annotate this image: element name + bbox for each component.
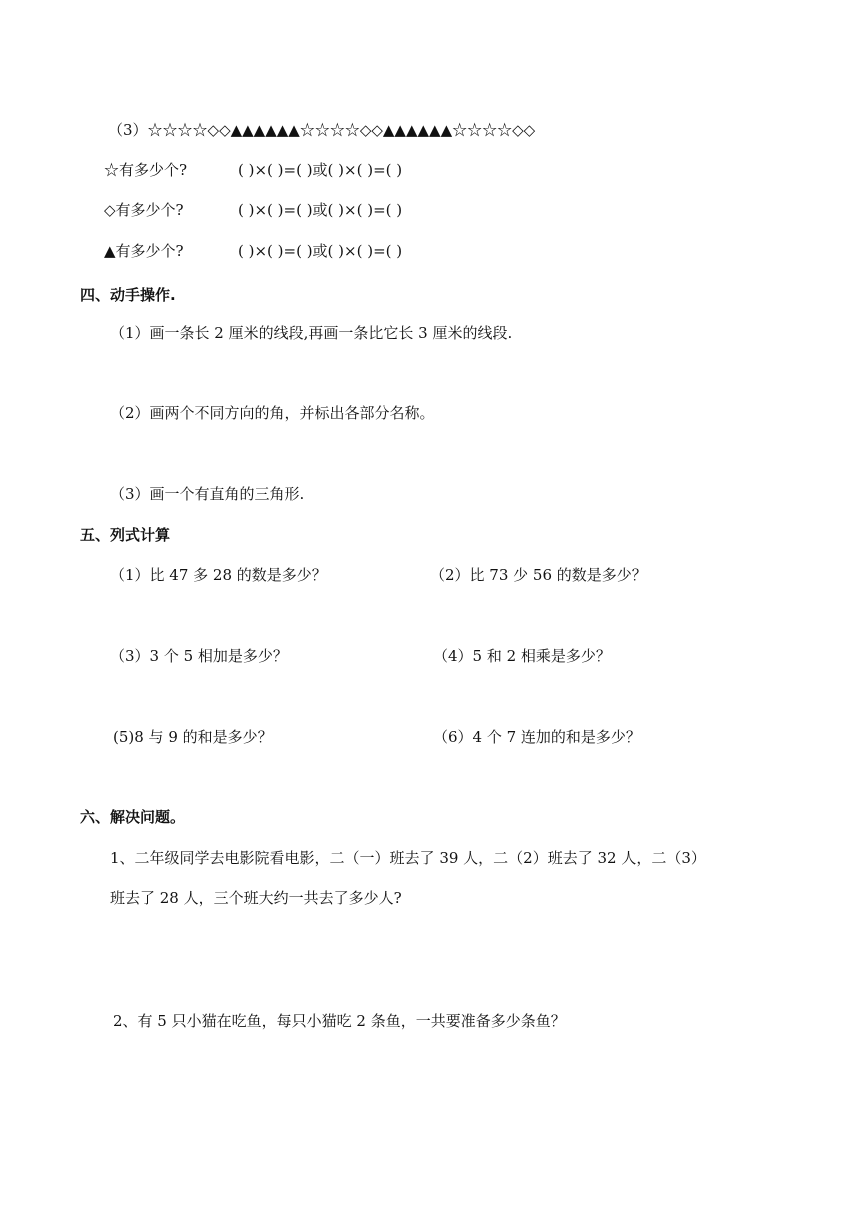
- calc-item-1: （1）比 47 多 28 的数是多少？: [110, 566, 327, 584]
- section6-heading: 六、解决问题。: [80, 808, 186, 826]
- section4-item-2: （2）画两个不同方向的角，并标出各部分名称。: [110, 404, 435, 422]
- triangle-count-formula: ( )×( )=( )或( )×( )=( ): [238, 242, 403, 260]
- calc-item-4: （4）5 和 2 相乘是多少？: [433, 647, 611, 665]
- calc-item-5: (5)8 与 9 的和是多少？: [113, 728, 273, 746]
- calc-item-2: （2）比 73 少 56 的数是多少？: [430, 566, 647, 584]
- problem-1-line-2: 班去了 28 人，三个班大约一共去了多少人?: [110, 889, 402, 907]
- triangle-count-question: ▲有多少个?: [104, 242, 184, 260]
- star-count-question: ☆有多少个?: [104, 161, 188, 179]
- problem-1-line-1: 1、二年级同学去电影院看电影，二（一）班去了 39 人，二（2）班去了 32 人，二（3）: [110, 849, 706, 867]
- calc-item-3: （3）3 个 5 相加是多少？: [110, 647, 288, 665]
- diamond-count-question: ◇有多少个?: [104, 201, 184, 219]
- pattern-line: （3）☆☆☆☆◇◇▲▲▲▲▲▲☆☆☆☆◇◇▲▲▲▲▲▲☆☆☆☆◇◇: [108, 121, 536, 139]
- section5-heading: 五、列式计算: [80, 526, 171, 544]
- calc-item-6: （6）4 个 7 连加的和是多少？: [433, 728, 641, 746]
- section4-heading: 四、动手操作.: [80, 286, 176, 304]
- problem-2: 2、有 5 只小猫在吃鱼，每只小猫吃 2 条鱼，一共要准备多少条鱼？: [113, 1012, 566, 1030]
- star-count-formula: ( )×( )=( )或( )×( )=( ): [238, 161, 403, 179]
- section4-item-1: （1）画一条长 2 厘米的线段,再画一条比它长 3 厘米的线段.: [110, 324, 513, 342]
- diamond-count-formula: ( )×( )=( )或( )×( )=( ): [238, 201, 403, 219]
- section4-item-3: （3）画一个有直角的三角形.: [110, 485, 305, 503]
